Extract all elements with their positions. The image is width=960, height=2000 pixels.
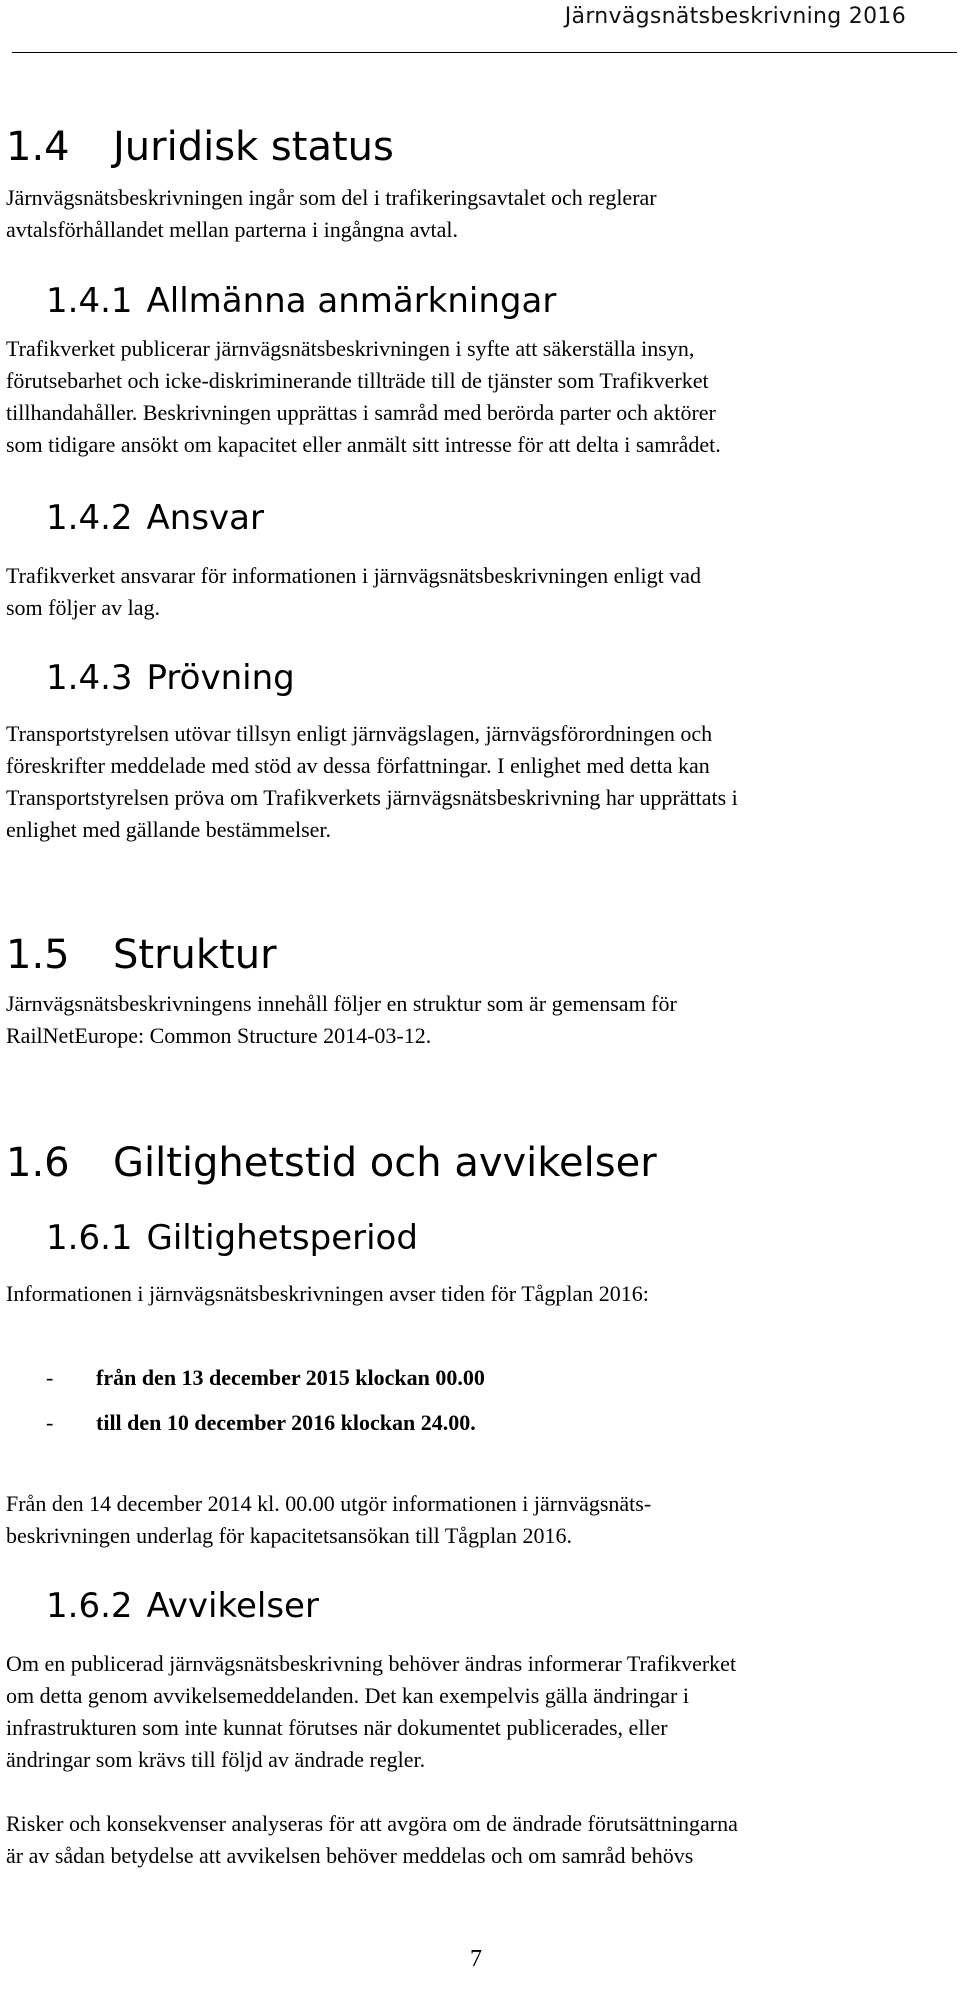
heading-1-4-1 [46,281,556,321]
heading-1-5 [6,932,277,978]
text-line: om detta genom avvikelsemeddelanden. Det kan exempelvis gälla ändringar i [6,1683,689,1708]
page-number: 7 [470,1946,482,1972]
heading-number: 1.4 [6,124,70,170]
heading-number: 1.6.2 [46,1586,133,1626]
heading-1-4-2 [46,498,264,538]
heading-title: Prövning [146,658,295,698]
text-line: Om en publicerad järnvägsnätsbeskrivning behöver ändras informerar Trafikverket [6,1651,737,1676]
heading-number: 1.5 [6,932,70,978]
list-item-text: från den 13 december 2015 klockan 00.00 [96,1365,485,1390]
text-line: RailNetEurope: Common Structure 2014-03-12. [6,1023,432,1048]
heading-number: 1.4.3 [46,658,133,698]
heading-1-6 [6,1140,657,1186]
heading-1-6-1 [46,1218,418,1258]
text-line: Från den 14 december 2014 kl. 00.00 utgör informationen i järnvägsnäts- [6,1491,652,1516]
bullet-marker: - [46,1410,54,1435]
header-divider [12,52,957,53]
heading-title: Ansvar [146,498,264,538]
list-item [46,1410,476,1436]
text-line: Järnvägsnätsbeskrivningens innehåll följer en struktur som är gemensam för [6,991,677,1016]
text-line: är av sådan betydelse att avvikelsen behöver meddelas och om samråd behövs [6,1843,694,1868]
heading-1-4 [6,124,394,170]
heading-number: 1.6.1 [46,1218,133,1258]
text-line: som tidigare ansökt om kapacitet eller anmält sitt intresse för att delta i samrådet. [6,432,721,457]
running-header: Järnvägsnätsbeskrivning 2016 [564,4,906,29]
heading-title: Struktur [113,932,277,978]
text-line: ändringar som krävs till följd av ändrade regler. [6,1747,426,1772]
text-line: tillhandahåller. Beskrivningen upprättas i samråd med berörda parter och aktörer [6,400,716,425]
heading-title: Giltighetsperiod [146,1218,418,1258]
heading-1-4-3 [46,658,295,698]
paragraph-struktur [6,988,956,1052]
text-line: Risker och konsekvenser analyseras för att avgöra om de ändrade förutsättningarna [6,1811,738,1836]
heading-title: Juridisk status [113,124,394,170]
text-line: Trafikverket publicerar järnvägsnätsbeskrivningen i syfte att säkerställa insyn, [6,336,695,361]
text-line: Trafikverket ansvarar för informationen i järnvägsnätsbeskrivningen enligt vad [6,563,702,588]
paragraph-ansvar [6,560,956,624]
heading-number: 1.4.2 [46,498,133,538]
text-line: Transportstyrelsen utövar tillsyn enligt järnvägslagen, järnvägsförordningen och [6,721,713,746]
paragraph-provning [6,718,956,846]
list-item-text: till den 10 december 2016 klockan 24.00. [96,1410,476,1435]
paragraph-avvikelser-1 [6,1648,956,1776]
text-line: avtalsförhållandet mellan parterna i ingångna avtal. [6,217,459,242]
heading-number: 1.4.1 [46,281,133,321]
bullet-marker: - [46,1365,54,1390]
text-line: som följer av lag. [6,595,160,620]
text-line: Transportstyrelsen pröva om Trafikverkets järnvägsnätsbeskrivning har upprättats i [6,785,738,810]
heading-number: 1.6 [6,1140,70,1186]
paragraph-giltighetsperiod-intro [6,1278,956,1310]
text-line: Järnvägsnätsbeskrivningen ingår som del i trafikeringsavtalet och reglerar [6,185,657,210]
text-line: infrastrukturen som inte kunnat förutses när dokumentet publicerades, eller [6,1715,668,1740]
heading-1-6-2 [46,1586,319,1626]
text-line: enlighet med gällande bestämmelser. [6,817,332,842]
paragraph-juridisk-status [6,182,956,246]
list-item [46,1365,485,1391]
text-line: beskrivningen underlag för kapacitetsansökan till Tågplan 2016. [6,1523,572,1548]
text-line: föreskrifter meddelade med stöd av dessa författningar. I enlighet med detta kan [6,753,710,778]
heading-title: Giltighetstid och avvikelser [113,1140,657,1186]
paragraph-allmanna-anmarkningar [6,333,956,461]
text-line: förutsebarhet och icke-diskriminerande tillträde till de tjänster som Trafikverket [6,368,709,393]
heading-title: Avvikelser [146,1586,319,1626]
paragraph-giltighetsperiod-outro [6,1488,956,1552]
paragraph-avvikelser-2 [6,1808,956,1872]
heading-title: Allmänna anmärkningar [146,281,557,321]
text-line: Informationen i järnvägsnätsbeskrivningen avser tiden för Tågplan 2016: [6,1281,649,1306]
